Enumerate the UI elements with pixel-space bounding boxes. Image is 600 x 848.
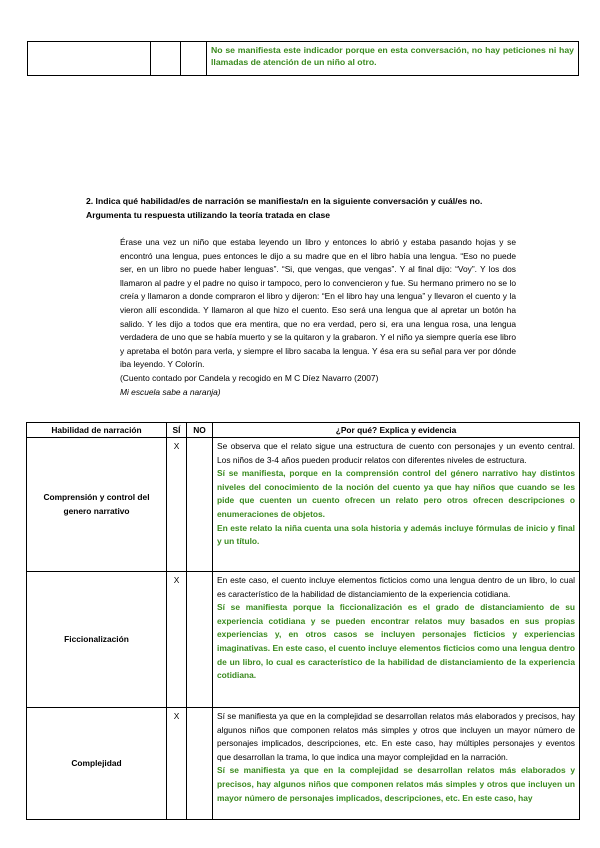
answer-cell: No se manifiesta este indicador porque en esta conversación, no hay peticiones ni hay llamadas de atención de un niño al otro.: [207, 42, 579, 76]
table-header-row: [27, 423, 580, 438]
narration-skills-table: [26, 422, 580, 820]
skill-name: Comprensión y control del genero narrativo: [27, 438, 167, 572]
yes-mark: X: [167, 708, 187, 820]
header-why: ¿Por qué? Explica y evidencia: [213, 423, 580, 438]
empty-cell: [28, 42, 151, 76]
evidence-text: Sí se manifiesta porque la ficcionalización es el grado de distanciamiento de su experiencia cotidiana y se pueden encontrar relatos muy basados en sus propias experiencias y, en otros casos se incluyen personajes ficticios y experiencias imaginativas. En este caso, el cuento incluye elementos ficticios como una lengua dentro de un libro, lo cual es característico de la habilidad de distanciamiento de la experiencia cotidiana.: [217, 602, 575, 681]
explanation-cell: [213, 438, 580, 572]
empty-cell: [151, 42, 181, 76]
skill-name: Ficcionalización: [27, 572, 167, 708]
question-title: 2. Indica qué habilidad/es de narración se manifiesta/n en la siguiente conversación y cuál/es no. Argumenta tu respuesta utilizando la teoría tratada en clase: [86, 196, 483, 220]
evidence-text: En este relato la niña cuenta una sola historia y además incluye fórmulas de inicio y final y un título.: [217, 522, 575, 547]
explanation-cell: [213, 708, 580, 820]
no-mark: [187, 708, 213, 820]
story-quote: [120, 236, 516, 399]
skill-name: Complejidad: [27, 708, 167, 820]
yes-mark: X: [167, 572, 187, 708]
no-mark: [187, 438, 213, 572]
table-row: [28, 42, 579, 76]
no-mark: [187, 572, 213, 708]
explanation-text: Se observa que el relato sigue una estructura de cuento con personajes y un evento central. Los niños de 3-4 años pueden producir relatos con diferentes niveles de estructura.: [217, 441, 575, 465]
header-skill: Habilidad de narración: [27, 423, 167, 438]
table-row: [27, 708, 580, 820]
story-source-title: Mi escuela sabe a naranja): [120, 386, 221, 397]
explanation-cell: [213, 572, 580, 708]
header-no: NO: [187, 423, 213, 438]
header-yes: SÍ: [167, 423, 187, 438]
table-row: [27, 438, 580, 572]
yes-mark: X: [167, 438, 187, 572]
previous-table-fragment: [27, 41, 579, 76]
explanation-text: En este caso, el cuento incluye elementos ficticios como una lengua dentro de un libro, lo cual es característico de la habilidad de distanciamiento de la experiencia cotidiana.: [217, 575, 575, 599]
table-row: [27, 572, 580, 708]
explanation-text: Sí se manifiesta ya que en la complejidad se desarrollan relatos más elaborados y precisos, hay algunos niños que componen relatos más simples y otros que incluyen un mayor número de personajes implicados, descripciones, etc. En este caso, hay múltiples personajes y eventos que desarrollan la trama, lo que indica una mayor complejidad en la narración.: [217, 711, 575, 762]
empty-cell: [181, 42, 207, 76]
story-text: Érase una vez un niño que estaba leyendo un libro y entonces lo abrió y estaba pasando hojas y se encontró una lengua, pues entonces le dijo a su madre que en el libro había una lengua. “Eso no puede ser, en un libro no puede haber lenguas”. “Si, que vengas, que vengas”. Y al final dijo: “Voy”. Y los dos llamaron al padre y el padre no quiso ir tampoco, pero lo convencieron y fue. Su hermano primero no se lo creía y llamaron a donde compraron el libro y dijeron: “En el libro hay una lengua” y llevaron el cuento y la vieron allí escondida. Y llamaron al que hizo el cuento. Eso será una lengua que al apretar un botón ha salido. Y les dijo a todos que era mentira, que no era verdad, pero si, era una lengua rosa, una lengua verdadera de uno que se había muerto y se la quitaron y la grabaron. Y el niño ya siempre quería ese libro y apretaba el botón para verla, y siempre el libro sacaba la lengua. Y ésa era su señal para ver por dónde iba leyendo. Y Colorín.: [120, 237, 516, 370]
evidence-text: Sí se manifiesta, porque en la comprensión control del género narrativo hay distintos niveles del conocimiento de la noción del cuento ya que hay niños que cuando se les pide que cuenten un cuento ofrecen un relato pero otros ofrecen descripciones o enumeraciones de objetos.: [217, 468, 575, 519]
story-source: (Cuento contado por Candela y recogido en M C Díez Navarro (2007): [120, 372, 379, 383]
evidence-text: Sí se manifiesta ya que en la complejidad se desarrollan relatos más elaborados y precisos, hay algunos niños que componen relatos más simples y otros que incluyen un mayor número de personajes implicados, descripciones, etc. En este caso, hay: [217, 765, 575, 803]
